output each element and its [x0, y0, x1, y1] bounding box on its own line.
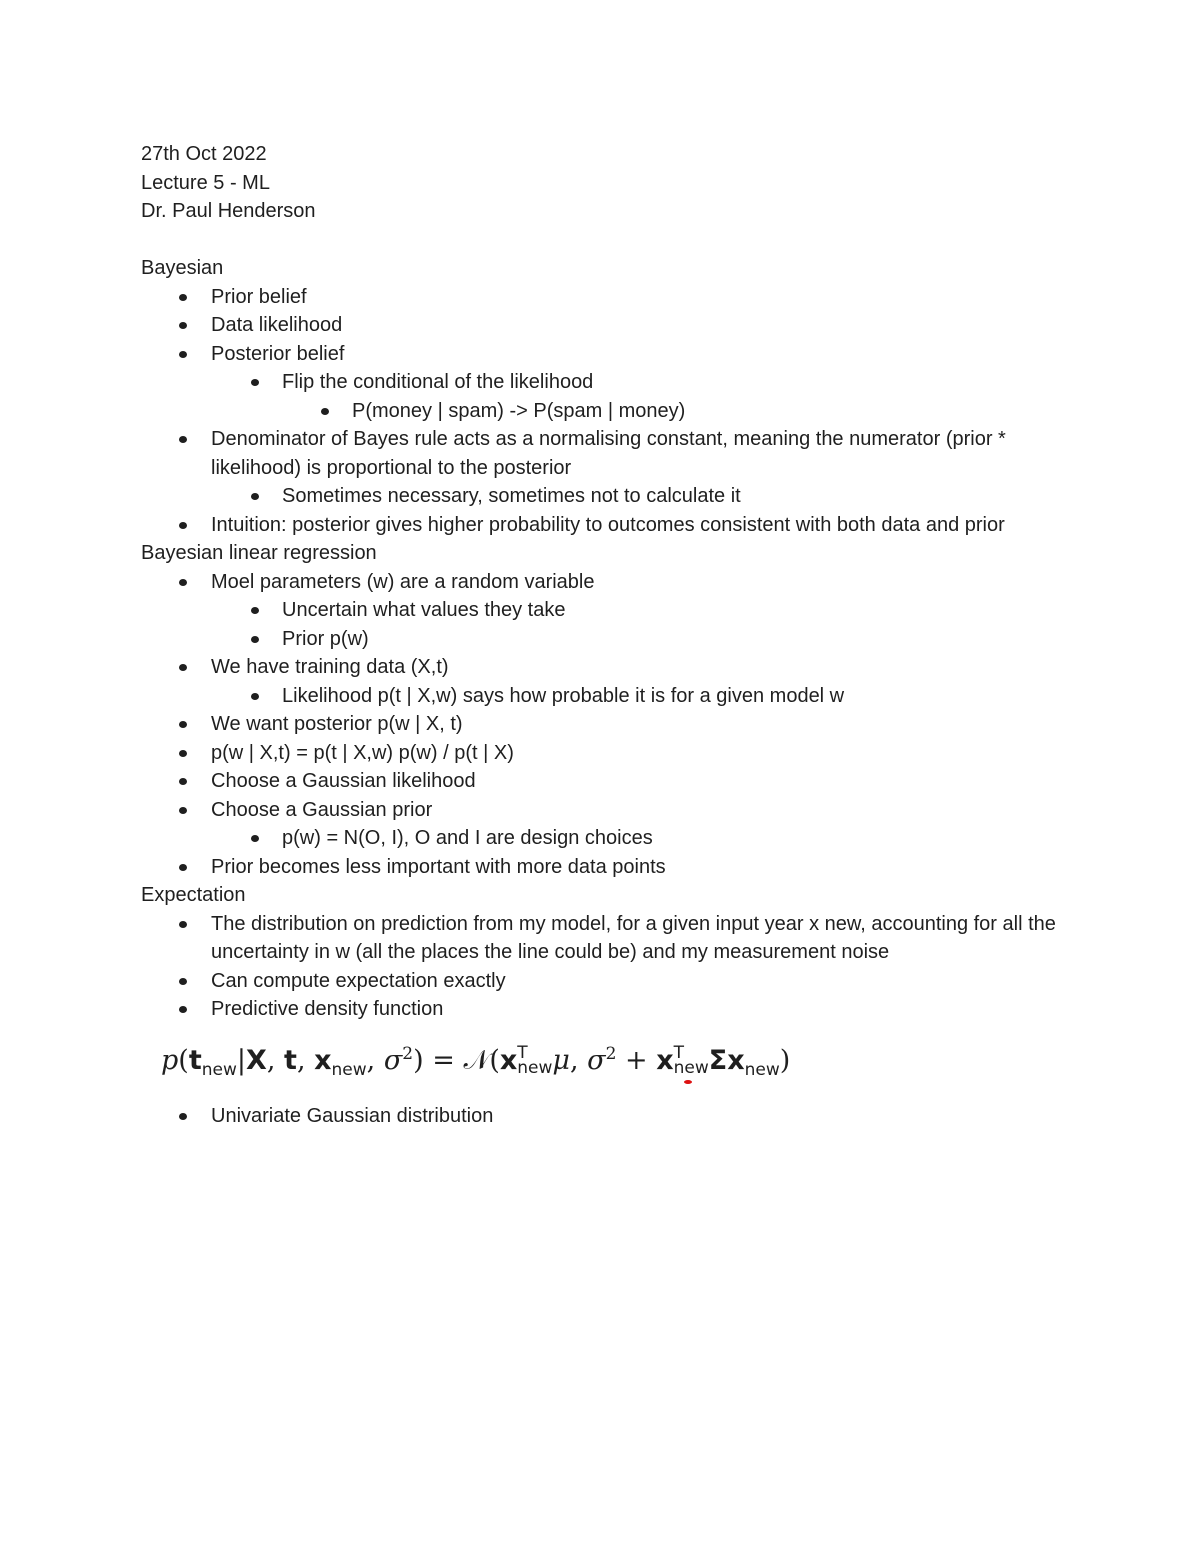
bullet-icon [179, 721, 187, 728]
list-item-level-1 [141, 340, 1071, 369]
list-item-text: Moel parameters (w) are a random variable [211, 570, 595, 593]
bullet-icon [179, 750, 187, 757]
list-item-text: Data likelihood [211, 314, 343, 336]
bullet-icon [179, 1006, 187, 1013]
list-item-text: Prior p(w) [282, 627, 369, 650]
bullet-icon [179, 436, 187, 443]
red-ink-mark [684, 1080, 692, 1084]
list-item-level-1 [141, 739, 1071, 768]
bullet-list [141, 1102, 1071, 1131]
predictive-density-formula: $p(t_{new}|X$, t, $x_{new}$, $\sigma^2$) = 𝒩(xT newμ, $\sigma^2$ + xT newΣx$_{new}$) [161, 1032, 1071, 1092]
bullet-list [141, 910, 1071, 1024]
section-heading: Bayesian linear regression [141, 542, 377, 564]
bullet-icon [179, 778, 187, 785]
list-item-level-1 [141, 568, 1071, 597]
list-item-text: We want posterior p(w | X, t) [211, 713, 463, 735]
bullet-list [141, 568, 1071, 882]
notes-body [141, 254, 1071, 1130]
bullet-icon [179, 579, 187, 586]
list-item-level-1 [141, 967, 1071, 996]
bullet-icon [179, 921, 187, 928]
list-item-level-1 [141, 511, 1071, 540]
bullet-icon [251, 636, 259, 643]
bullet-icon [179, 522, 187, 529]
list-item-text: Prior becomes less important with more data points [211, 855, 666, 878]
list-item-level-1 [141, 796, 1071, 825]
bullet-icon [251, 379, 259, 386]
list-item-level-1 [141, 311, 1071, 340]
list-item-text: Predictive density function [211, 998, 444, 1020]
list-item-text: Denominator of Bayes rule acts as a normalising constant, meaning the numerator (prior * likelihood) is proportional to the posterior [211, 428, 1006, 479]
list-item-level-3 [141, 397, 1071, 426]
bullet-list [141, 283, 1071, 540]
list-item-text: Likelihood p(t | X,w) says how probable it is for a given model w [282, 684, 845, 707]
bullet-icon [179, 864, 187, 871]
list-item-text: Univariate Gaussian distribution [211, 1104, 494, 1127]
list-item-level-1 [141, 767, 1071, 796]
bullet-icon [179, 294, 187, 301]
list-item-text: We have training data (X,t) [211, 656, 449, 678]
list-item-text: Uncertain what values they take [282, 599, 566, 621]
list-item-level-2 [141, 596, 1071, 625]
list-item-text: Sometimes necessary, sometimes not to calculate it [282, 485, 741, 507]
bullet-icon [251, 835, 259, 842]
list-item-level-1 [141, 1102, 1071, 1131]
bullet-icon [251, 493, 259, 500]
list-item-text: Flip the conditional of the likelihood [282, 371, 594, 393]
list-item-level-1 [141, 283, 1071, 312]
bullet-icon [251, 607, 259, 614]
list-item-level-2 [141, 482, 1071, 511]
bullet-icon [179, 351, 187, 358]
list-item-level-1 [141, 853, 1071, 882]
list-item-text: The distribution on prediction from my model, for a given input year x new, accounting for all the uncertainty in w (all the places the line could be) and my measurement noise [211, 912, 1056, 963]
list-item-text: Choose a Gaussian likelihood [211, 770, 476, 792]
bullet-icon [179, 322, 187, 329]
bullet-icon [179, 1113, 187, 1120]
list-item-level-1 [141, 710, 1071, 739]
blank-line [141, 226, 1071, 255]
list-item-level-2 [141, 824, 1071, 853]
list-item-level-2 [141, 625, 1071, 654]
bullet-icon [179, 664, 187, 671]
list-item-level-1 [141, 995, 1071, 1024]
bullet-icon [251, 693, 259, 700]
section-heading: Expectation [141, 884, 246, 906]
list-item-text: P(money | spam) -> P(spam | money) [352, 399, 686, 422]
lecture-date: 27th Oct 2022 [141, 143, 267, 165]
list-item-text: Intuition: posterior gives higher probability to outcomes consistent with both data and prior [211, 513, 1005, 536]
bullet-icon [179, 978, 187, 985]
section-heading: Bayesian [141, 257, 224, 279]
document-page [141, 140, 1071, 1130]
bullet-icon [179, 807, 187, 814]
list-item-text: Prior belief [211, 285, 307, 308]
list-item-text: p(w | X,t) = p(t | X,w) p(w) / p(t | X) [211, 741, 514, 764]
list-item-text: Choose a Gaussian prior [211, 798, 433, 821]
lecture-title: Lecture 5 - ML [141, 171, 270, 194]
list-item-level-2 [141, 368, 1071, 397]
list-item-text: Can compute expectation exactly [211, 969, 506, 992]
list-item-level-1 [141, 653, 1071, 682]
list-item-level-1 [141, 425, 1071, 482]
list-item-level-2 [141, 682, 1071, 711]
bullet-icon [321, 408, 329, 415]
list-item-level-1 [141, 910, 1071, 967]
list-item-text: Posterior belief [211, 342, 345, 365]
lecturer-name: Dr. Paul Henderson [141, 200, 316, 222]
list-item-text: p(w) = N(O, I), O and I are design choices [282, 827, 653, 849]
